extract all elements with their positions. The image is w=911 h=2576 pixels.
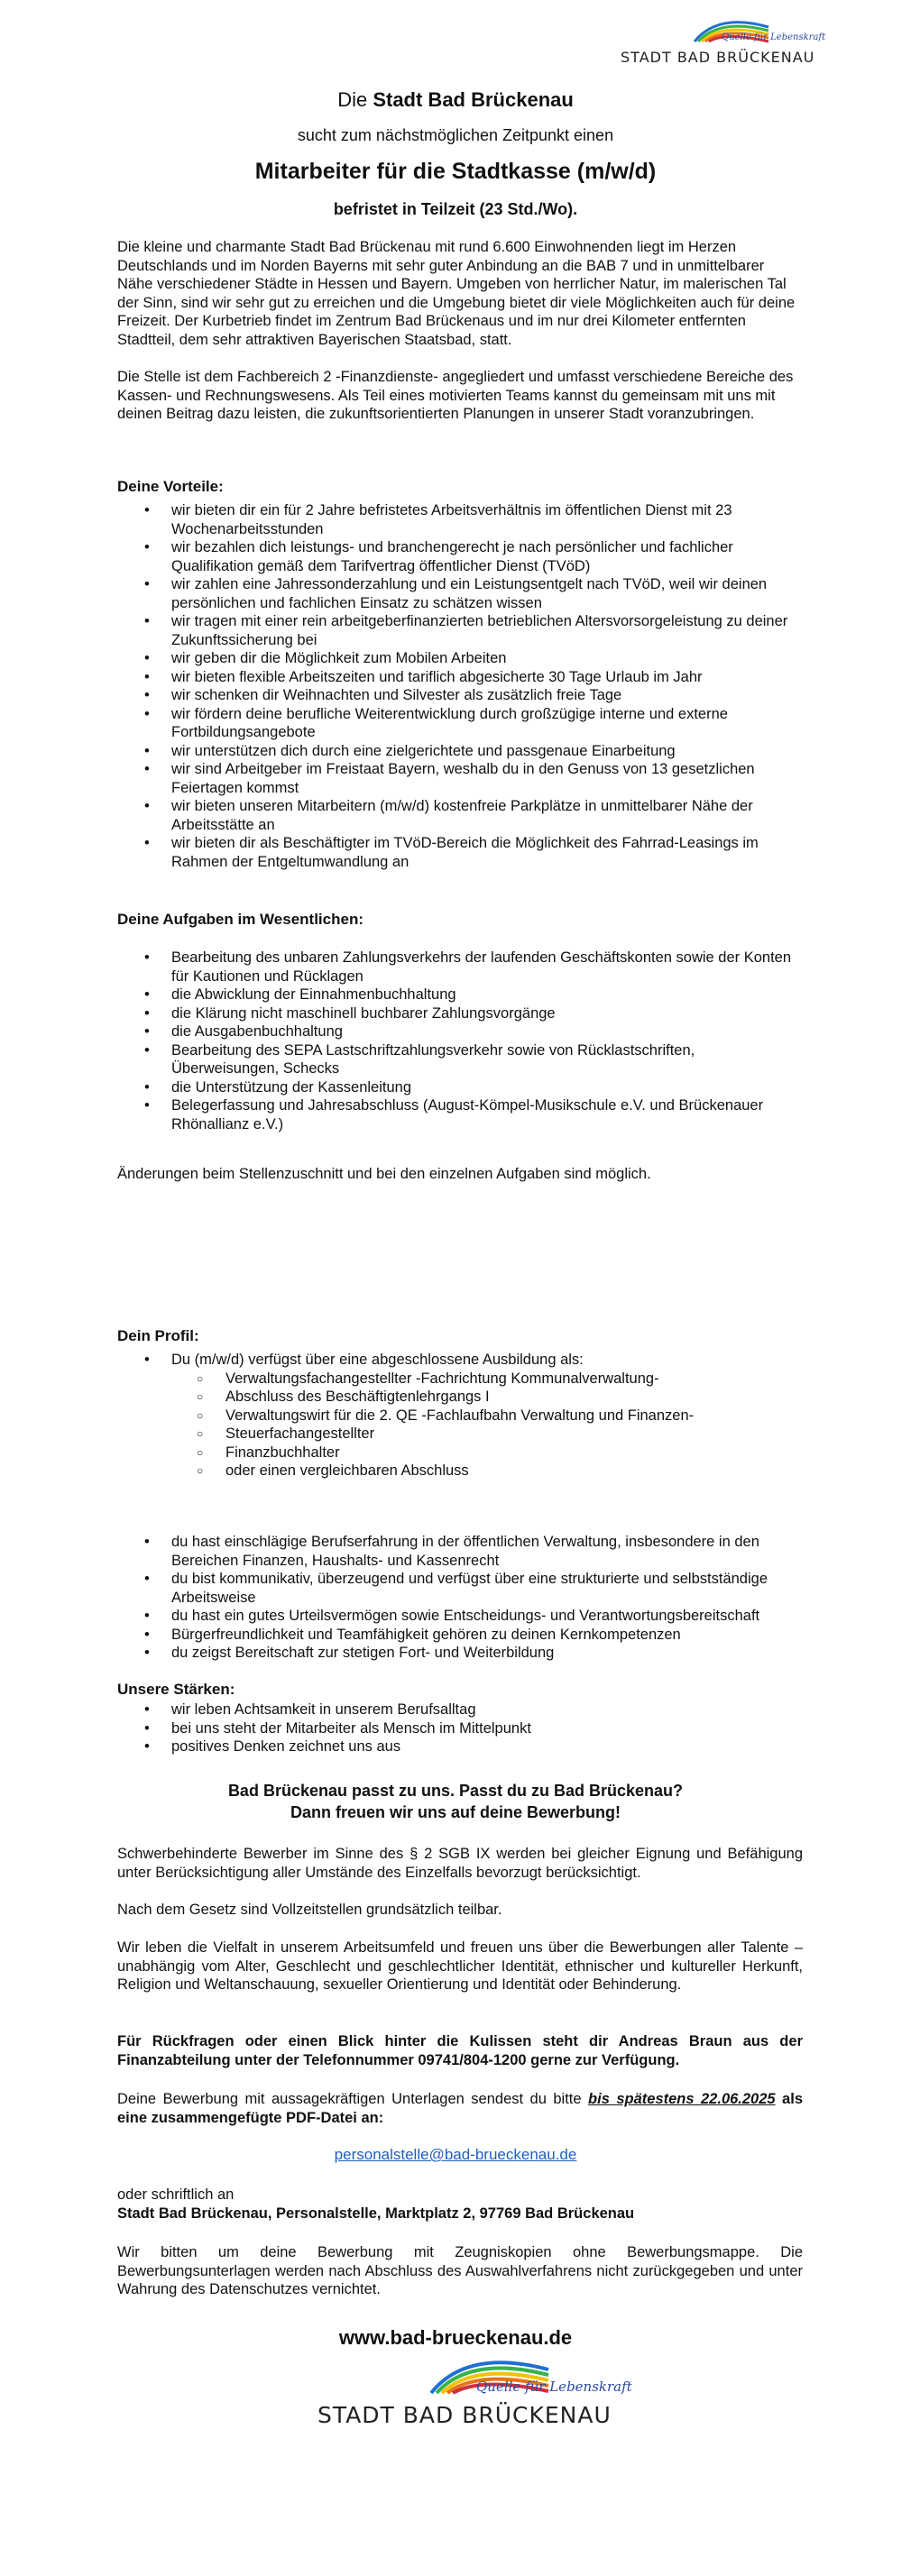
list-item: • wir zahlen eine Jahressonderzahlung und ein Leistungsentgelt nach TVöD, weil wir deinen persönlichen und fachlichen Einsatz zu schätzen wissen xyxy=(117,575,803,612)
list-item: • wir bezahlen dich leistungs- und branchengerecht je nach persönlicher und fachlicher Qualifikation gemäß dem Tarifvertrag öffentlicher Dienst (TVöD) xyxy=(117,538,803,575)
contact-note: Für Rückfragen oder einen Blick hinter die Kulissen steht dir Andreas Braun aus der Finanzabteilung unter der Telefonnummer 09741/804-1200 gerne zur Verfügung. xyxy=(117,2033,803,2068)
list-item: • wir bieten flexible Arbeitszeiten und tariflich abgesicherte 30 Tage Urlaub im Jahr xyxy=(117,668,803,687)
logo-wordmark: STADT BAD BRÜCKENAU xyxy=(317,2402,612,2428)
profile-heading: Dein Profil: xyxy=(117,1327,199,1344)
tasks-list xyxy=(117,949,803,1133)
logo-tagline: Quelle für Lebenskraft xyxy=(722,32,826,42)
list-item: • wir bieten unseren Mitarbeitern (m/w/d) kostenfreie Parkplätze in unmittelbarer Nähe der Arbeitsstätte an xyxy=(117,797,803,834)
benefits-heading: Deine Vorteile: xyxy=(117,478,224,495)
diversity-note: Wir leben die Vielfalt in unserem Arbeitsumfeld und freuen uns über die Bewerbungen aller Talente – unabhängig vom Alter, Geschlecht und geschlechtlicher Identität, ethnischer und kultureller Herkunft, Religion und Weltanschauung, sexueller Orientierung und Identität oder Behinderung. xyxy=(117,1939,803,1993)
intro-paragraph: Die kleine und charmante Stadt Bad Brückenau mit rund 6.600 Einwohnenden liegt im Herzen Deutschlands und im Norden Bayerns mit sehr guter Anbindung an die BAB 7 und in unmittelbarer Nähe verschiedener Städte in Hessen und Bayern. Umgeben von herrlicher Natur, im malerischen Tal der Sinn, sind wir sehr gut zu erreichen und die Umgebung bietet dir viele Möglichkeiten auch für deine Freizeit. Der Kurbetrieb findet im Zentrum Bad Brückenaus und im nur drei Kilometer entfernten Stadtteil, dem sehr attraktiven Bayerischen Staatsbad, statt. xyxy=(117,239,796,348)
list-item: • wir schenken dir Weihnachten und Silvester als zusätzlich freie Tage xyxy=(117,686,803,705)
qualification-list xyxy=(171,1370,803,1481)
list-item: • wir bieten dir ein für 2 Jahre befristetes Arbeitsverhältnis im öffentlichen Dienst mit 23 Wochenarbeitsstunden xyxy=(117,501,803,538)
sub-list-item: ○ Abschluss des Beschäftigtenlehrgangs I xyxy=(171,1388,803,1407)
sub-list-item: ○ Finanzbuchhalter xyxy=(171,1444,803,1462)
cta-line-2: Dann freuen wir uns auf deine Bewerbung! xyxy=(290,1803,621,1821)
list-item: • wir geben dir die Möglichkeit zum Mobilen Arbeiten xyxy=(117,649,803,668)
list-item: • wir leben Achtsamkeit in unserem Berufsalltag xyxy=(117,1701,803,1719)
intro-prefix: Die xyxy=(337,88,373,111)
intro-paragraph-2: Die Stelle ist dem Fachbereich 2 -Finanzdienste- angegliedert und umfasst verschiedene Bereiche des Kassen- und Rechnungswesens. Als Teil eines motivierten Teams kannst du gemeinsam mit uns mit deinen Beitrag dazu leisten, die zukunftsorientierten Planungen in unserer Stadt voranzubringen. xyxy=(117,369,794,422)
list-item: • positives Denken zeichnet uns aus xyxy=(117,1737,803,1756)
list-item: • Belegerfassung und Jahresabschluss (August-Kömpel-Musikschule e.V. und Brückenauer Rhönallianz e.V.) xyxy=(117,1096,803,1133)
list-item: • du hast ein gutes Urteilsvermögen sowie Entscheidungs- und Verantwortungsbereitschaft xyxy=(117,1607,803,1626)
list-item: • du hast einschlägige Berufserfahrung in der öffentlichen Verwaltung, insbesondere in den Bereichen Finanzen, Haushalts- und Kassenrecht xyxy=(117,1533,803,1570)
job-subtitle: befristet in Teilzeit (23 Std./Wo). xyxy=(333,200,578,218)
job-title: Mitarbeiter für die Stadtkasse (m/w/d) xyxy=(254,159,657,184)
application-text: Deine Bewerbung mit aussagekräftigen Unterlagen sendest du bitte xyxy=(117,2091,589,2107)
sub-list-item: ○ Verwaltungswirt für die 2. QE -Fachlaufbahn Verwaltung und Finanzen- xyxy=(171,1407,803,1426)
list-item: • Bearbeitung des SEPA Lastschriftzahlungsverkehr sowie von Rücklastschriften, Überweisungen, Schecks xyxy=(117,1041,803,1078)
logo-tagline: Quelle für Lebenskraft xyxy=(476,2379,632,2395)
strengths-list xyxy=(117,1701,803,1756)
intro-line xyxy=(0,88,911,112)
list-item: • wir tragen mit einer rein arbeitgeberfinanzierten betrieblichen Altersvorsorgeleistung zu deiner Zukunftssicherung bei xyxy=(117,612,803,649)
application-note xyxy=(117,2090,803,2127)
website-link[interactable]: www.bad-brueckenau.de xyxy=(338,2326,573,2349)
deadline: bis spätestens 22.06.2025 xyxy=(588,2091,776,2107)
postal-address: Stadt Bad Brückenau, Personalstelle, Marktplatz 2, 97769 Bad Brückenau xyxy=(117,2205,635,2222)
sub-list-item: ○ Steuerfachangestellter xyxy=(171,1425,803,1444)
intro-subline: sucht zum nächstmöglichen Zeitpunkt einen xyxy=(297,126,614,144)
list-item: • Bürgerfreundlichkeit und Teamfähigkeit gehören zu deinen Kernkompetenzen xyxy=(117,1626,803,1645)
profile-list xyxy=(117,1351,803,1481)
intro-city-name: Stadt Bad Brückenau xyxy=(373,88,574,111)
postal-lead: oder schriftlich an xyxy=(117,2186,235,2203)
list-item: • die Ausgabenbuchhaltung xyxy=(117,1022,803,1041)
list-item: • die Unterstützung der Kassenleitung xyxy=(117,1078,803,1097)
sub-list-item: ○ oder einen vergleichbaren Abschluss xyxy=(171,1462,803,1481)
strengths-heading: Unsere Stärken: xyxy=(117,1681,235,1698)
list-item: • wir unterstützen dich durch eine zielgerichtete und passgenaue Einarbeitung xyxy=(117,742,803,761)
documents-note: Wir bitten um deine Bewerbung mit Zeugniskopien ohne Bewerbungsmappe. Die Bewerbungsunterlagen werden nach Abschluss des Auswahlverfahrens nicht zurückgegeben und unter Wahrung des Datenschutzes vernichtet. xyxy=(117,2244,803,2297)
tasks-heading: Deine Aufgaben im Wesentlichen: xyxy=(117,911,363,928)
list-item: • du zeigst Bereitschaft zur stetigen Fort- und Weiterbildung xyxy=(117,1644,803,1663)
cta-line-1: Bad Brückenau passt zu uns. Passt du zu Bad Brückenau? xyxy=(227,1782,684,1800)
list-item: • die Klärung nicht maschinell buchbarer Zahlungsvorgänge xyxy=(117,1004,803,1023)
city-logo-bottom xyxy=(317,2355,632,2434)
parttime-note: Nach dem Gesetz sind Vollzeitstellen grundsätzlich teilbar. xyxy=(117,1902,502,1918)
application-format: als eine zusammengefügte PDF-Datei an: xyxy=(117,2091,803,2126)
list-item: • du bist kommunikativ, überzeugend und verfügst über eine strukturierte und selbstständige Arbeitsweise xyxy=(117,1570,803,1607)
sub-list-item: ○ Verwaltungsfachangestellter -Fachrichtung Kommunalverwaltung- xyxy=(171,1370,803,1389)
list-item: • wir fördern deine berufliche Weiterentwicklung durch großzügige interne und externe Fortbildungsangebote xyxy=(117,705,803,742)
tasks-note: Änderungen beim Stellenzuschnitt und bei den einzelnen Aufgaben sind möglich. xyxy=(117,1166,651,1182)
list-item xyxy=(117,1351,803,1481)
benefits-list xyxy=(117,501,803,871)
list-item: • die Abwicklung der Einnahmenbuchhaltung xyxy=(117,985,803,1004)
list-item: • wir sind Arbeitgeber im Freistaat Bayern, weshalb du in den Genuss von 13 gesetzlichen Feiertagen kommst xyxy=(117,760,803,797)
email-row xyxy=(0,2146,911,2164)
profile-list-2 xyxy=(117,1533,803,1663)
email-link[interactable]: personalstelle@bad-brueckenau.de xyxy=(334,2146,577,2163)
list-item: • Bearbeitung des unbaren Zahlungsverkehrs der laufenden Geschäftskonten sowie der Konten für Kautionen und Rücklagen xyxy=(117,949,803,985)
logo-wordmark: STADT BAD BRÜCKENAU xyxy=(621,49,815,66)
profile-lead: Du (m/w/d) verfügst über eine abgeschlossene Ausbildung als: xyxy=(171,1352,584,1368)
disability-note: Schwerbehinderte Bewerber im Sinne des § 2 SGB IX werden bei gleicher Eignung und Befähigung unter Berücksichtigung aller Umstände des Einzelfalls bevorzugt berücksichtigt. xyxy=(117,1846,803,1881)
city-logo-top xyxy=(621,16,826,69)
list-item: • wir bieten dir als Beschäftigter im TVöD-Bereich die Möglichkeit des Fahrrad-Leasings im Rahmen der Entgeltumwandlung an xyxy=(117,834,803,871)
list-item: • bei uns steht der Mitarbeiter als Mensch im Mittelpunkt xyxy=(117,1719,803,1738)
